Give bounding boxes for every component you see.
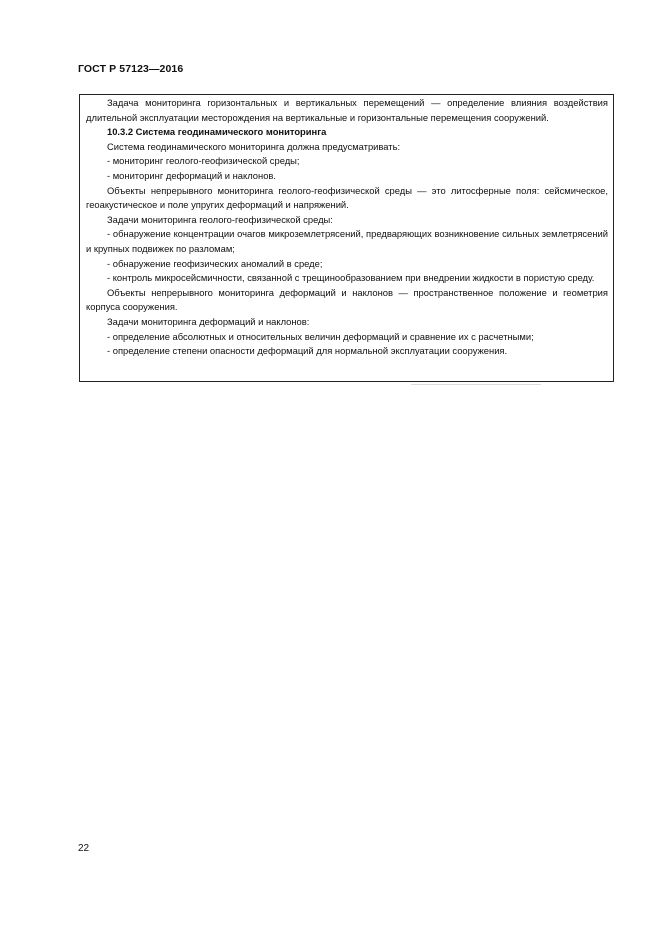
paragraph-geo-objects: Объекты непрерывного мониторинга геолого-геофизической среды — это литосферные поля: сейсмическое, геоакустическое и поле упругих деформаций и напряжений.: [86, 184, 608, 211]
section-heading-10-3-2: 10.3.2 Система геодинамического мониторинга: [107, 126, 327, 138]
list-item-deformation-monitoring: - мониторинг деформаций и наклонов.: [107, 169, 276, 181]
list-item-microquake-detection: - обнаружение концентрации очагов микроземлетрясений, предваряющих возникновение сильных землетрясений и крупных подвижек по разломам;: [86, 228, 608, 254]
paragraph-deformation-tasks-intro: Задачи мониторинга деформаций и наклонов:: [107, 315, 310, 327]
scan-artifact-line: [411, 384, 541, 385]
paragraph-task-displacement: Задача мониторинга горизонтальных и вертикальных перемещений — определение влияния воздействия длительной эксплуатации месторождения на вертикальные и горизонтальные перемещения сооружений.: [86, 97, 608, 123]
list-item-deformation-danger: - определение степени опасности деформаций для нормальной эксплуатации сооружения.: [107, 345, 508, 357]
list-item-microseismicity-control: - контроль микросейсмичности, связанной с трещинообразованием при внедрении жидкости в пористую среду.: [107, 272, 595, 284]
list-item-anomaly-detection: - обнаружение геофизических аномалий в среде;: [107, 257, 323, 269]
paragraph-geo-tasks-intro: Задачи мониторинга геолого-геофизической среды:: [107, 213, 333, 225]
page-number: 22: [78, 843, 90, 854]
list-item-deformation-values: - определение абсолютных и относительных величин деформаций и сравнение их с расчетными;: [107, 330, 534, 342]
paragraph-system-requirements: Система геодинамического мониторинга должна предусматривать:: [107, 140, 401, 152]
paragraph-deformation-objects: Объекты непрерывного мониторинга деформаций и наклонов — пространственное положение и геометрия корпуса сооружения.: [86, 286, 608, 313]
list-item-geo-monitoring: - мониторинг геолого-геофизической среды;: [107, 155, 300, 167]
document-header: ГОСТ Р 57123—2016: [78, 63, 184, 75]
main-content: [86, 96, 608, 359]
